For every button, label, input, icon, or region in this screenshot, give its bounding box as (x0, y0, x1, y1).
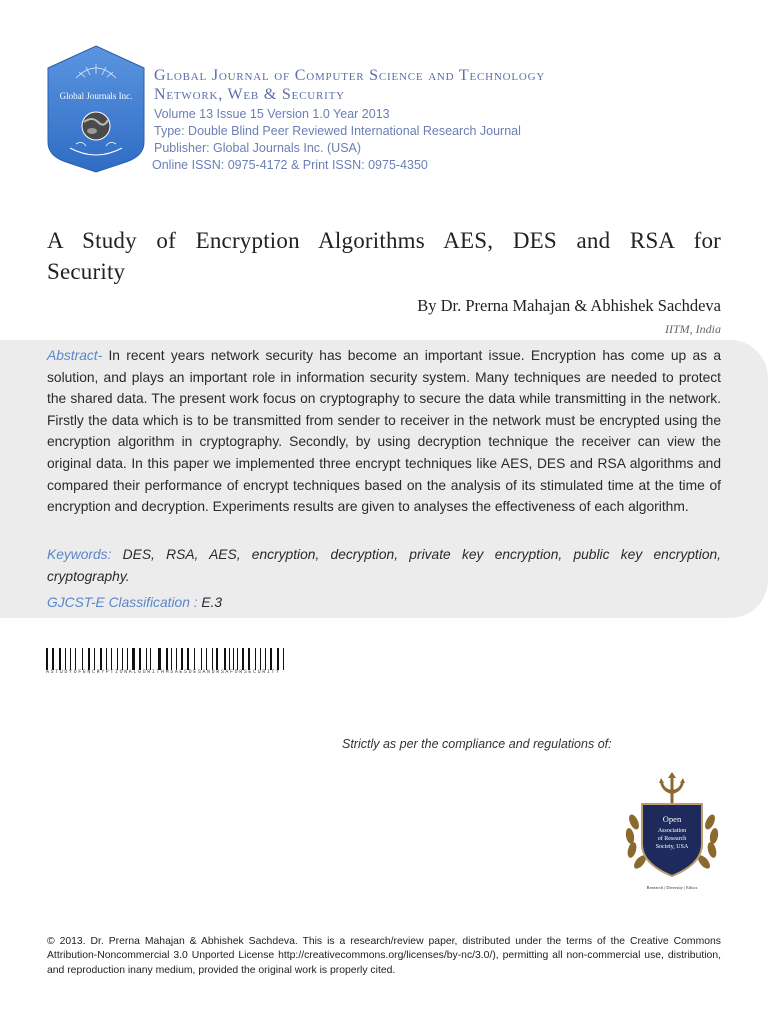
keywords-label: Keywords: (47, 547, 112, 562)
barcode-bar (150, 648, 151, 670)
barcode-bar (277, 648, 279, 670)
open-association-seal (620, 772, 724, 894)
affiliation: IITM, India (665, 322, 721, 336)
journal-header (154, 66, 754, 174)
barcode-bar (46, 648, 48, 670)
barcode-bar (117, 648, 118, 670)
barcode-bar (216, 648, 218, 670)
keywords-body: DES, RSA, AES, encryption, decryption, private key encryption, public key encryption, cryptography. (47, 547, 721, 584)
barcode-bar (139, 648, 141, 670)
barcode-bar (237, 648, 238, 670)
barcode-bar (194, 648, 195, 670)
keywords (47, 544, 721, 587)
barcode-text: ASTUDYOFENCRYPTIONALGORITHMSAESDESANDRSAFORSECURITY (46, 669, 281, 675)
barcode-bar (127, 648, 128, 670)
barcode-bar (255, 648, 256, 670)
seal-line4: Society, USA (655, 844, 689, 850)
seal-motto: Research | Diversity | Ethics (646, 885, 698, 890)
barcode-bar (106, 648, 107, 670)
barcode-bar (229, 648, 230, 670)
license-text: © 2013. Dr. Prerna Mahajan & Abhishek Sachdeva. This is a research/review paper, distributed under the terms of the Creative Commons Attribution-Noncommercial 3.0 Unported License http://creativecommons.org/licenses/by-nc/3.0/), permitting all non-commercial use, distribution, and reproduction inany medium, provided the original work is properly cited. (47, 936, 721, 976)
barcode-bar (212, 648, 213, 670)
barcode-bar (283, 648, 284, 670)
classification-label: GJCST-E Classification : (47, 595, 202, 610)
barcode (46, 648, 288, 670)
barcode-bar (260, 648, 261, 670)
seal-line2: Association (657, 828, 687, 834)
barcode-bar (171, 648, 172, 670)
barcode-bar (132, 648, 135, 670)
barcode-bar (88, 648, 90, 670)
journal-title-line1: Global Journal of Computer Science and Technology (154, 67, 546, 84)
abstract (47, 345, 721, 518)
barcode-bar (248, 648, 250, 670)
barcode-bar (111, 648, 112, 670)
logo-text: Global Journals Inc. (59, 91, 133, 101)
classification-value: E.3 (201, 595, 223, 610)
journal-title-line2: Network, Web & Security (154, 86, 345, 103)
barcode-bar (242, 648, 244, 670)
barcode-bar (94, 648, 95, 670)
barcode-bar (187, 648, 189, 670)
issn: Online ISSN: 0975-4172 & Print ISSN: 0975-4350 (152, 158, 428, 172)
barcode-bar (270, 648, 272, 670)
classification (47, 595, 222, 610)
compliance-note: Strictly as per the compliance and regulations of: (342, 737, 612, 751)
barcode-bar (52, 648, 54, 670)
barcode-bar (158, 648, 161, 670)
barcode-bar (146, 648, 147, 670)
publisher: Publisher: Global Journals Inc. (USA) (154, 141, 362, 155)
barcode-bar (265, 648, 266, 670)
barcode-bar (176, 648, 177, 670)
journal-type: Type: Double Blind Peer Reviewed International Research Journal (154, 124, 521, 138)
barcode-bar (70, 648, 71, 670)
seal-line1: Open (662, 814, 682, 824)
trident-icon (659, 772, 685, 804)
global-journals-logo (46, 44, 146, 174)
paper-title: A Study of Encryption Algorithms AES, DES and RSA for Security (47, 228, 721, 284)
barcode-bar (181, 648, 183, 670)
barcode-bar (224, 648, 226, 670)
barcode-bar (100, 648, 102, 670)
barcode-bar (166, 648, 168, 670)
seal-line3: of Research (657, 836, 687, 842)
globe-icon (82, 112, 110, 140)
authors: By Dr. Prerna Mahajan & Abhishek Sachdeva (417, 296, 721, 315)
barcode-bar (122, 648, 123, 670)
abstract-body: In recent years network security has become an important issue. Encryption has come up as a solution, and plays an important role in information security system. Many techniques are needed to protect the shared data. The present work focus on cryptography to secure the data while transmitting in the network. Firstly the data which is to be transmitted from sender to receiver in the network must be encrypted using the encryption algorithm in cryptography. Secondly, by using decryption technique the receiver can view the original data. In this paper we implemented three encrypt techniques like AES, DES and RSA algorithms and compared their performance of encrypt techniques based on the analysis of its stimulated time at the time of encryption and decryption. Experiments results are given to analyses the effectiveness of each algorithm. (47, 348, 721, 515)
barcode-bar (65, 648, 66, 670)
barcode-bar (201, 648, 202, 670)
barcode-bar (59, 648, 61, 670)
barcode-bar (233, 648, 234, 670)
volume-info: Volume 13 Issue 15 Version 1.0 Year 2013 (154, 107, 390, 121)
barcode-bar (206, 648, 207, 670)
abstract-label: Abstract- (47, 348, 103, 363)
barcode-bar (82, 648, 83, 670)
barcode-bar (75, 648, 76, 670)
